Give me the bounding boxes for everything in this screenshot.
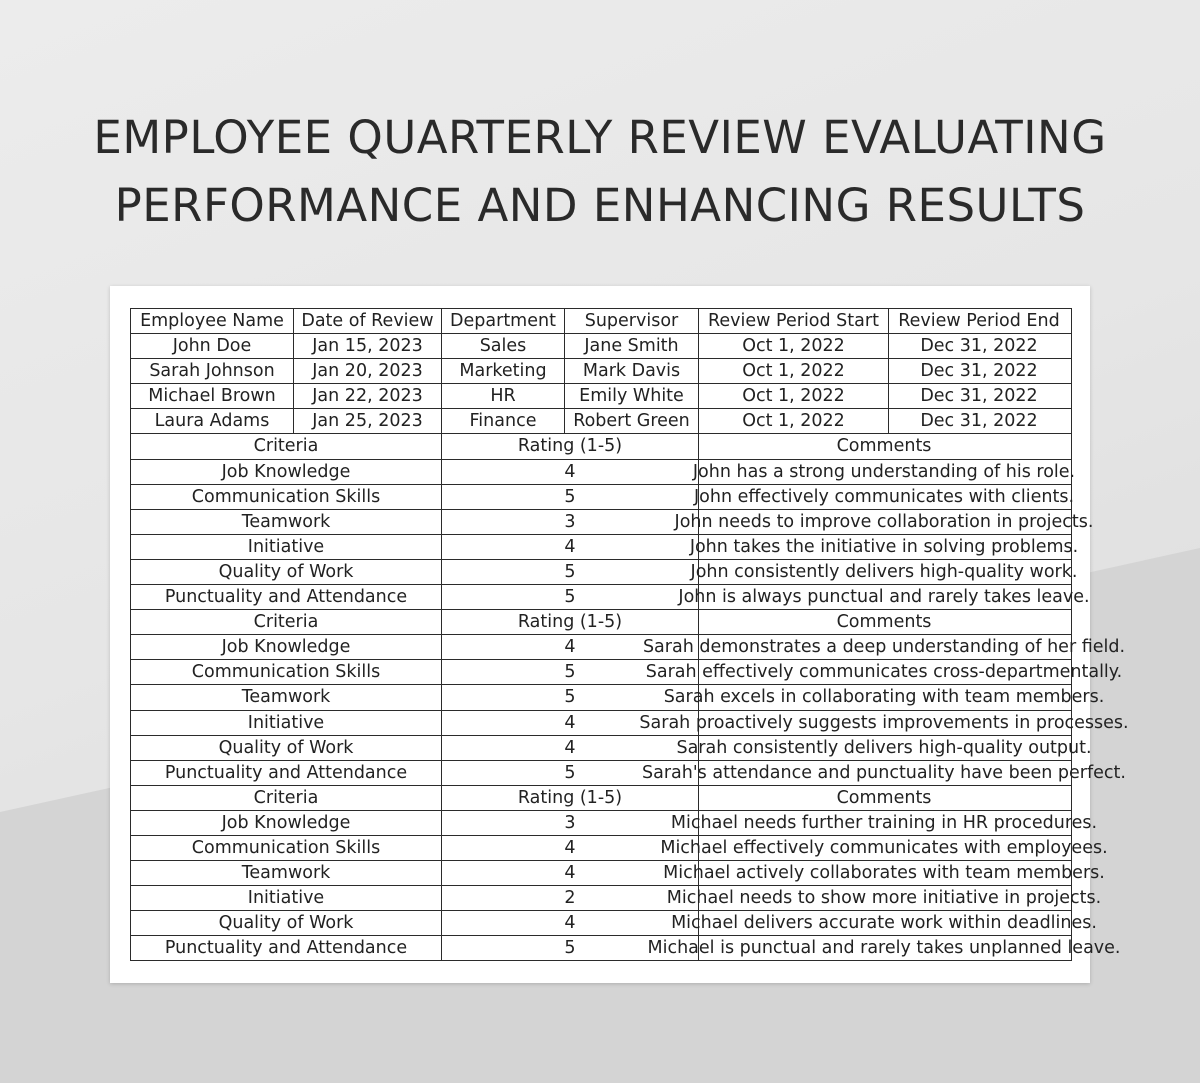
cell-rating: 4 [442, 861, 699, 885]
cell-rating: 4 [442, 460, 699, 484]
cell-rating: 5 [442, 660, 699, 684]
cell-criteria: Teamwork [131, 510, 442, 534]
cell-criteria: Job Knowledge [131, 635, 442, 659]
criteria-row [131, 635, 1126, 660]
cell-review-period-end: Dec 31, 2022 [920, 336, 1038, 357]
cell-comment: John has a strong understanding of his role. [692, 461, 1076, 482]
criteria-row [131, 535, 1079, 560]
cell-supervisor: Mark Davis [565, 359, 699, 383]
criteria-row [131, 585, 1090, 610]
criteria-row [131, 460, 1076, 485]
criteria-row [131, 560, 1078, 585]
header-review-period-start: Review Period Start [699, 309, 889, 333]
cell-comment: Michael delivers accurate work within deadlines. [671, 913, 1097, 934]
cell-department: Sales [442, 334, 565, 358]
cell-date-of-review: Jan 15, 2023 [294, 334, 442, 358]
title-line-2: PERFORMANCE AND ENHANCING RESULTS [114, 179, 1086, 232]
cell-department: HR [442, 384, 565, 408]
cell-criteria: Job Knowledge [131, 811, 442, 835]
cell-criteria: Communication Skills [131, 836, 442, 860]
criteria-row [131, 711, 1129, 736]
evaluation-blocks [131, 434, 1129, 961]
cell-criteria: Communication Skills [131, 485, 442, 509]
cell-rating: 4 [442, 635, 699, 659]
cell-criteria: Quality of Work [131, 911, 442, 935]
cell-criteria: Quality of Work [131, 736, 442, 760]
cell-rating: 4 [442, 911, 699, 935]
cell-comment: Sarah's attendance and punctuality have been perfect. [642, 762, 1126, 783]
employee-row [131, 409, 1071, 434]
header-rating: Rating (1-5) [442, 610, 699, 634]
criteria-row [131, 660, 1123, 685]
cell-rating: 5 [442, 560, 699, 584]
cell-supervisor: Jane Smith [565, 334, 699, 358]
cell-date-of-review: Jan 25, 2023 [294, 409, 442, 433]
cell-rating: 5 [442, 585, 699, 609]
cell-criteria: Teamwork [131, 861, 442, 885]
employee-header-row [131, 309, 1071, 334]
cell-criteria: Job Knowledge [131, 460, 442, 484]
header-supervisor: Supervisor [565, 309, 699, 333]
criteria-row [131, 836, 1108, 861]
criteria-header-row [131, 434, 1071, 459]
cell-comment: Michael effectively communicates with employees. [660, 837, 1108, 858]
criteria-row [131, 911, 1097, 936]
cell-employee-name: Laura Adams [131, 409, 294, 433]
cell-rating: 5 [442, 685, 699, 709]
cell-department: Finance [442, 409, 565, 433]
cell-supervisor: Emily White [565, 384, 699, 408]
cell-review-period-end: Dec 31, 2022 [920, 411, 1038, 432]
cell-rating: 5 [442, 936, 699, 960]
cell-review-period-start: Oct 1, 2022 [699, 334, 889, 358]
cell-rating: 3 [442, 510, 699, 534]
criteria-row [131, 886, 1102, 911]
cell-rating: 5 [442, 761, 699, 785]
cell-comment: Michael is punctual and rarely takes unplanned leave. [647, 938, 1121, 959]
header-date-of-review: Date of Review [294, 309, 442, 333]
cell-criteria: Initiative [131, 535, 442, 559]
cell-comment: Sarah excels in collaborating with team members. [663, 687, 1105, 708]
cell-rating: 4 [442, 736, 699, 760]
header-comments: Comments [836, 436, 932, 457]
cell-review-period-start: Oct 1, 2022 [699, 359, 889, 383]
criteria-header-row [131, 786, 1071, 811]
cell-review-period-end: Dec 31, 2022 [920, 386, 1038, 407]
employee-row [131, 384, 1071, 409]
cell-review-period-start: Oct 1, 2022 [699, 409, 889, 433]
cell-comment: Michael needs to show more initiative in projects. [666, 888, 1102, 909]
cell-criteria: Punctuality and Attendance [131, 585, 442, 609]
cell-criteria: Communication Skills [131, 660, 442, 684]
cell-comment: Michael actively collaborates with team members. [663, 863, 1105, 884]
header-comments: Comments [836, 612, 932, 633]
criteria-row [131, 685, 1105, 710]
criteria-row [131, 510, 1094, 535]
cell-comment: Sarah demonstrates a deep understanding of her field. [642, 637, 1126, 658]
cell-comment: Sarah consistently delivers high-quality output. [676, 737, 1092, 758]
criteria-row [131, 485, 1075, 510]
cell-date-of-review: Jan 22, 2023 [294, 384, 442, 408]
cell-comment: Sarah effectively communicates cross-departmentally. [645, 662, 1123, 683]
employee-row [131, 359, 1071, 384]
cell-rating: 4 [442, 711, 699, 735]
review-table [130, 308, 1129, 961]
criteria-row [131, 936, 1121, 961]
cell-criteria: Initiative [131, 711, 442, 735]
cell-department: Marketing [442, 359, 565, 383]
cell-criteria: Initiative [131, 886, 442, 910]
cell-comment: John consistently delivers high-quality work. [690, 561, 1078, 582]
cell-criteria: Punctuality and Attendance [131, 936, 442, 960]
cell-employee-name: John Doe [131, 334, 294, 358]
header-criteria: Criteria [131, 786, 442, 810]
employee-row [131, 334, 1071, 359]
cell-criteria: Teamwork [131, 685, 442, 709]
cell-rating: 5 [442, 485, 699, 509]
header-criteria: Criteria [131, 434, 442, 458]
cell-rating: 4 [442, 836, 699, 860]
cell-rating: 3 [442, 811, 699, 835]
cell-employee-name: Sarah Johnson [131, 359, 294, 383]
cell-criteria: Quality of Work [131, 560, 442, 584]
header-department: Department [442, 309, 565, 333]
page-title [0, 104, 1200, 240]
cell-employee-name: Michael Brown [131, 384, 294, 408]
header-review-period-end: Review Period End [898, 311, 1060, 331]
criteria-row [131, 811, 1098, 836]
cell-review-period-end: Dec 31, 2022 [920, 361, 1038, 382]
criteria-header-row [131, 610, 1071, 635]
cell-comment: Sarah proactively suggests improvements in processes. [639, 712, 1129, 733]
header-employee-name: Employee Name [131, 309, 294, 333]
spreadsheet-preview [110, 286, 1129, 983]
header-comments: Comments [836, 787, 932, 808]
cell-rating: 4 [442, 535, 699, 559]
cell-rating: 2 [442, 886, 699, 910]
criteria-row [131, 736, 1092, 761]
header-criteria: Criteria [131, 610, 442, 634]
cell-supervisor: Robert Green [565, 409, 699, 433]
cell-comment: John needs to improve collaboration in projects. [674, 511, 1094, 532]
cell-date-of-review: Jan 20, 2023 [294, 359, 442, 383]
criteria-row [131, 761, 1126, 786]
cell-comment: John takes the initiative in solving problems. [689, 536, 1079, 557]
cell-review-period-start: Oct 1, 2022 [699, 384, 889, 408]
criteria-row [131, 861, 1105, 886]
header-rating: Rating (1-5) [442, 786, 699, 810]
cell-comment: John is always punctual and rarely takes leave. [678, 587, 1090, 608]
cell-comment: John effectively communicates with clients. [694, 486, 1075, 507]
header-rating: Rating (1-5) [442, 434, 699, 458]
cell-comment: Michael needs further training in HR procedures. [670, 812, 1098, 833]
title-line-1: EMPLOYEE QUARTERLY REVIEW EVALUATING [93, 111, 1107, 164]
cell-criteria: Punctuality and Attendance [131, 761, 442, 785]
